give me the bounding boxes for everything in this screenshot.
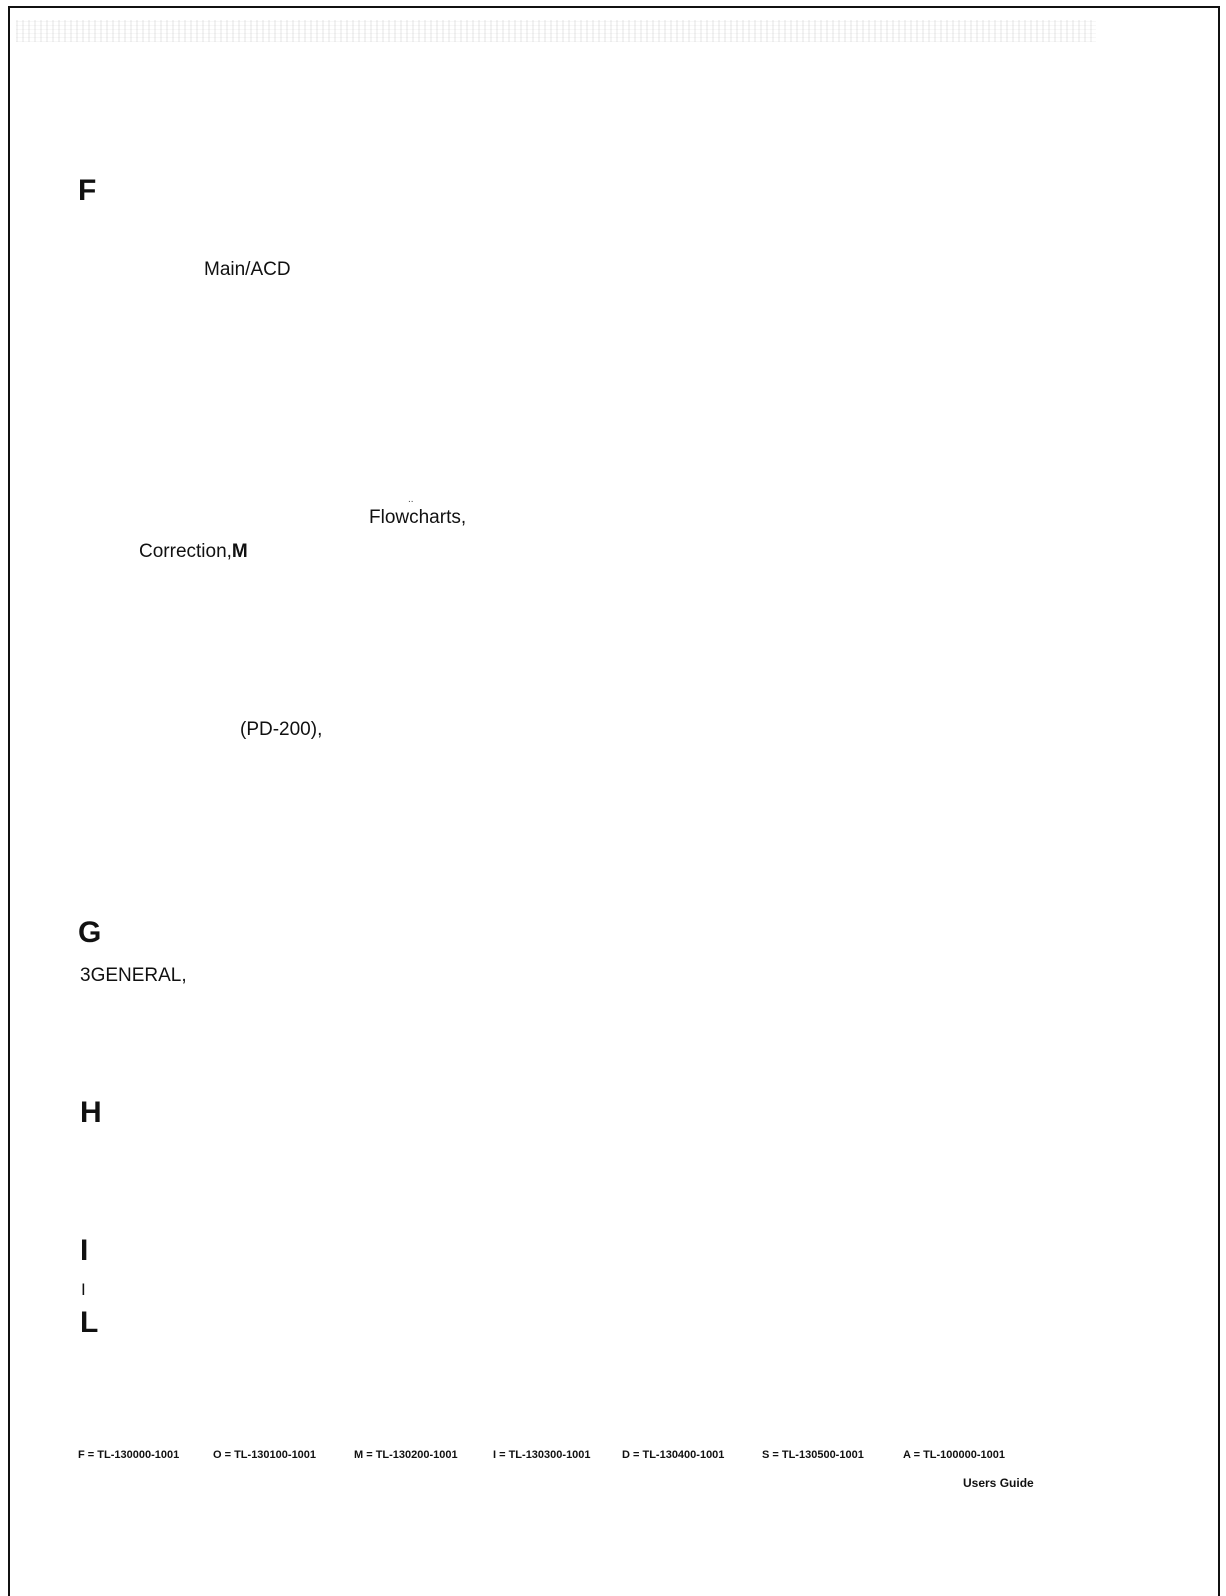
index-letter-h: H xyxy=(80,1096,102,1129)
doc-code-o: O = TL-130100-1001 xyxy=(213,1449,317,1461)
index-entry-general: 3GENERAL, xyxy=(80,965,187,986)
index-letter-l: L xyxy=(80,1306,99,1339)
index-entry-i: I xyxy=(81,1280,86,1299)
doc-code-f: F = TL-130000-1001 xyxy=(78,1449,180,1461)
index-entry-main-acd: Main/ACD xyxy=(204,259,291,280)
users-guide-label: Users Guide xyxy=(963,1476,1034,1490)
scanned-header-noise xyxy=(16,20,1096,42)
stray-mark: .. xyxy=(408,494,414,505)
doc-code-s: S = TL-130500-1001 xyxy=(762,1449,864,1461)
index-entry-correction-suffix: M xyxy=(231,541,248,562)
index-letter-i: I xyxy=(80,1234,89,1267)
index-entry-correction xyxy=(139,542,248,561)
index-entry-flowcharts: Flowcharts, xyxy=(369,507,467,528)
doc-code-i: I = TL-130300-1001 xyxy=(493,1449,591,1461)
index-entry-correction-text: Correction, xyxy=(139,541,232,562)
doc-code-d: D = TL-130400-1001 xyxy=(622,1449,725,1461)
index-letter-f: F xyxy=(78,174,97,207)
doc-code-a: A = TL-100000-1001 xyxy=(903,1449,1006,1461)
doc-code-m: M = TL-130200-1001 xyxy=(354,1449,458,1461)
page-frame xyxy=(8,6,1220,1596)
index-entry-pd-200: (PD-200), xyxy=(240,719,323,740)
index-letter-g: G xyxy=(78,916,102,949)
